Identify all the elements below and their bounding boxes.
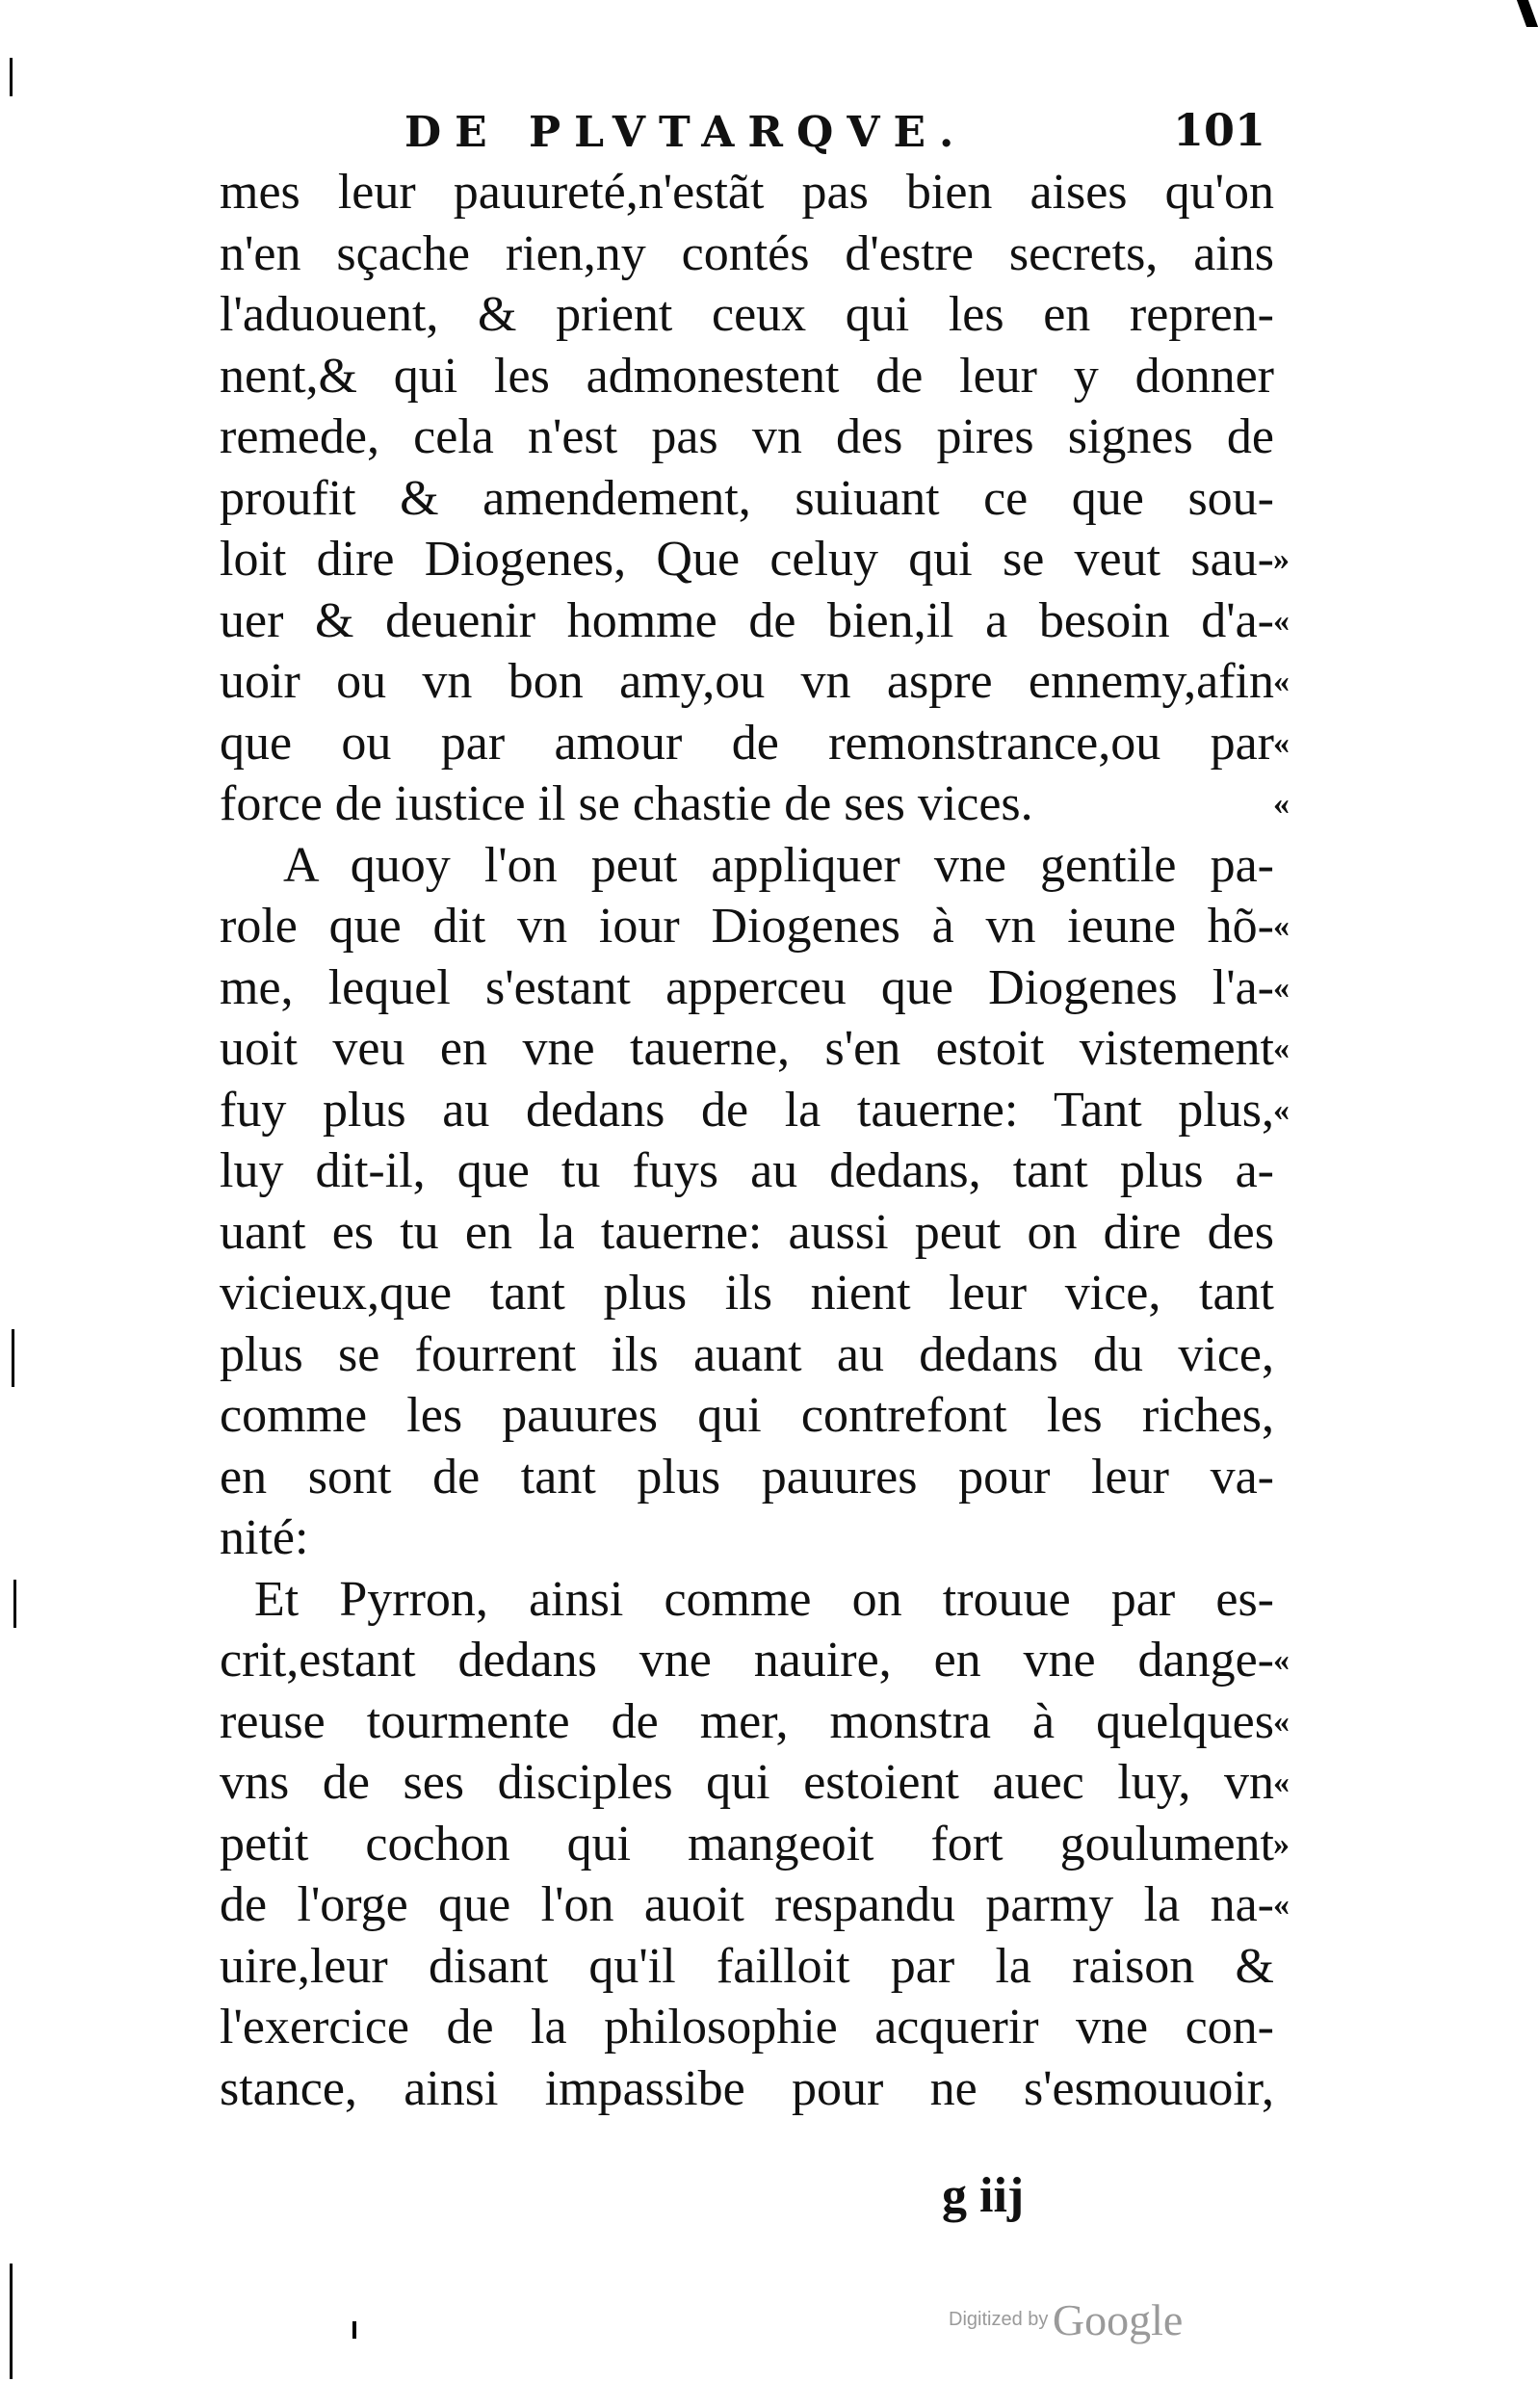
text-line: role que dit vn iour Diogenes à vn ieune hõ-: [220, 899, 1274, 954]
quote-mark: «: [1273, 1765, 1290, 1800]
quote-mark: «: [1273, 602, 1290, 639]
quote-mark: [1273, 1569, 1312, 1631]
text-line: me, lequel s'estant apperceu que Diogenes l'a-: [220, 959, 1274, 1015]
scan-speck: [352, 2321, 356, 2339]
text-line: uoir ou vn bon amy,ou vn aspre ennemy,afin: [220, 654, 1274, 709]
text-line: uant es tu en la tauerne: aussi peut on dire des: [220, 1204, 1274, 1260]
quote-mark: [1273, 1447, 1312, 1508]
body-text: [220, 162, 1274, 2119]
quote-mark: [1273, 284, 1312, 346]
quote-mark: [1273, 1324, 1312, 1386]
signature-mark: g iij: [942, 2168, 1025, 2223]
text-line: mes leur pauureté,n'estãt pas bien aises qu'on: [220, 165, 1274, 220]
digitized-by-watermark: [949, 2294, 1183, 2345]
quote-mark: «: [1273, 1031, 1290, 1066]
quote-mark: «: [1273, 1887, 1290, 1923]
text-line: plus se fourrent ils auant au dedans du vice,: [220, 1326, 1274, 1382]
text-line: uire,leur disant qu'il failloit par la raison &: [220, 1938, 1274, 1994]
paragraph-start-line: A quoy l'on peut appliquer vne gentile pa-: [283, 837, 1274, 893]
google-logo: Google: [1052, 2295, 1184, 2344]
paragraph-start-line: Et Pyrron, ainsi comme on trouue par es-: [254, 1571, 1274, 1627]
text-line: petit cochon qui mangeoit fort goulument: [220, 1816, 1274, 1871]
text-line: reuse tourmente de mer, monstra à quelques: [220, 1693, 1274, 1749]
quote-mark: [1273, 346, 1312, 407]
quote-mark: «: [1273, 786, 1290, 822]
quote-mark: «: [1273, 1642, 1290, 1678]
quote-mark: [1273, 1263, 1312, 1324]
text-line: nité:: [220, 1510, 309, 1565]
quote-mark: [1273, 1202, 1312, 1264]
quote-mark: «: [1273, 724, 1290, 761]
text-line: l'exercice de la philosophie acquerir vne con-: [220, 2000, 1274, 2055]
text-line: que ou par amour de remonstrance,ou par: [220, 715, 1274, 771]
quote-mark: «: [1273, 908, 1290, 944]
quote-mark: [1273, 162, 1312, 223]
text-line: l'aduouent, & prient ceux qui les en repren-: [220, 287, 1274, 342]
scan-speck: [1517, 0, 1538, 27]
scan-speck: [10, 2264, 13, 2379]
quote-mark: [1273, 835, 1312, 897]
quote-mark: [1273, 1997, 1312, 2058]
quote-mark: [1273, 406, 1312, 468]
quote-mark: «: [1273, 664, 1290, 699]
scan-speck: [12, 1329, 14, 1387]
text-line: force de iustice il se chastie de ses vices.: [220, 776, 1033, 831]
text-line: stance, ainsi impassibe pour ne s'esmouuoir,: [220, 2060, 1274, 2116]
text-line: de l'orge que l'on auoit respandu parmy la na-: [220, 1877, 1274, 1932]
text-line: fuy plus au dedans de la tauerne: Tant plus,: [220, 1082, 1274, 1138]
quote-mark: [1273, 1507, 1312, 1569]
text-line: proufit & amendement, suiuant ce que sou-: [220, 470, 1274, 526]
quote-mark: »: [1273, 1825, 1290, 1862]
page-number: 101: [1173, 104, 1266, 156]
quote-mark: «: [1273, 969, 1290, 1006]
quote-mark: «: [1273, 1091, 1290, 1128]
running-title: DE PLVTARQVE.: [404, 108, 968, 157]
quote-mark: [1273, 1140, 1312, 1202]
quote-mark: [1273, 2058, 1312, 2120]
text-line: vicieux,que tant plus ils nient leur vice, tant: [220, 1266, 1274, 1321]
quote-mark: [1273, 223, 1312, 285]
quote-mark: [1273, 468, 1312, 530]
quotation-margin: [1273, 162, 1312, 2119]
scan-speck: [10, 58, 13, 96]
text-line: remede, cela n'est pas vn des pires signes de: [220, 409, 1274, 464]
text-line: n'en sçache rien,ny contés d'estre secrets, ains: [220, 225, 1274, 281]
text-line: en sont de tant plus pauures pour leur va-: [220, 1449, 1274, 1505]
text-line: loit dire Diogenes, Que celuy qui se veut sau-: [220, 532, 1274, 587]
text-line: crit,estant dedans vne nauire, en vne dange-: [220, 1633, 1274, 1688]
text-line: vns de ses disciples qui estoient auec luy, vn: [220, 1755, 1274, 1810]
quote-mark: «: [1273, 1703, 1290, 1740]
digitized-by-label: Digitized by: [949, 2309, 1049, 2330]
quote-mark: [1273, 1936, 1312, 1998]
text-line: luy dit-il, que tu fuys au dedans, tant plus a-: [220, 1143, 1274, 1198]
text-line: uoit veu en vne tauerne, s'en estoit vistement: [220, 1021, 1274, 1076]
scan-speck: [13, 1580, 16, 1628]
quote-mark: [1273, 1385, 1312, 1447]
text-line: comme les pauures qui contrefont les riches,: [220, 1388, 1274, 1443]
text-line: uer & deuenir homme de bien,il a besoin d'a-: [220, 592, 1274, 648]
quote-mark: »: [1273, 541, 1290, 577]
text-line: nent,& qui les admonestent de leur y donner: [220, 348, 1274, 404]
